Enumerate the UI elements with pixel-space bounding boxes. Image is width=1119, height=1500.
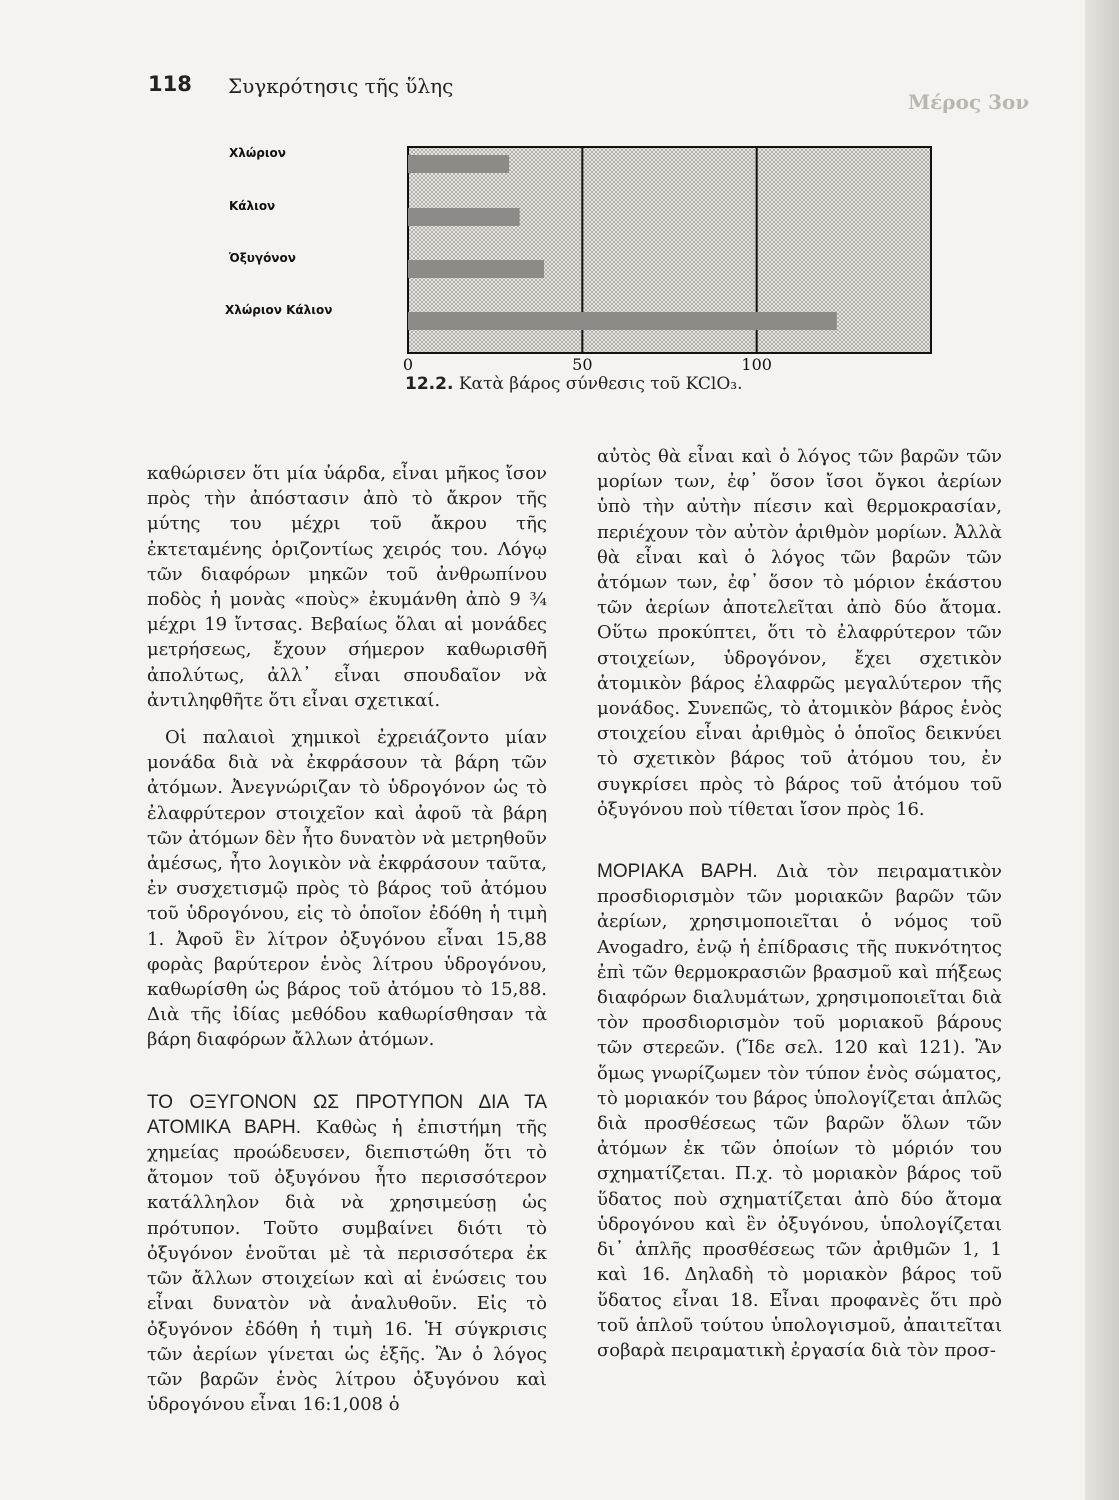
tick-label: 50 (572, 355, 593, 374)
tick-label: 100 (741, 355, 772, 374)
show-through-text: Μέρος 3ον (908, 90, 1030, 114)
section-text: Διὰ τὸν πειραματικὸν προσδιορισμὸν τῶν μοριακῶν βαρῶν τῶν ἀερίων, χρησιμοποιεῖται ὁ νόμος τοῦ Avogadro, ἐνῷ ἡ ἐπίδρασις τῆς πυκνότητος ἐπὶ τῶν θερμοκρασιῶν βρασμοῦ καὶ πήξεως διαφόρων διαλυμάτων, χρησιμοποιεῖται διὰ τὸν προσδιορισμὸν τοῦ μοριακοῦ βάρους τῶν στερεῶν. (Ἴδε σελ. 120 καὶ 121). Ἂν ὅμως γνωρίζωμεν τὸν τύπον ἑνὸς σώματος, τὸ μοριακόν του βάρος ὑπολογίζεται ἁπλῶς διὰ προσθέσεως τῶν βαρῶν ὅλων τῶν ἀτόμων ἐκ τῶν ὁποίων τὸ μόριόν του σχηματίζεται. Π.χ. τὸ μοριακὸν βάρος τοῦ ὕδατος ποὺ σχηματίζεται ἀπὸ δύο ἄτομα ὑδρογόνου καὶ ἓν ὀξυγόνου, ὑπολογίζεται δι᾿ ἁπλῆς προσθέσεως τῶν ἀριθμῶν 1, 1 καὶ 16. Δηλαδὴ τὸ μοριακὸν βάρος τοῦ ὕδατος εἶναι 18. Εἶναι προφανὲς ὅτι πρὸ τοῦ ἁπλοῦ τούτου ὑπολογισμοῦ, ἀπαιτεῖται σοβαρὰ πειραματικὴ ἐργασία διὰ τὸν προσ- (597, 861, 1002, 1361)
caption-number: 12.2. (405, 374, 454, 394)
category-label: Κάλιον (229, 199, 276, 213)
running-title: Συγκρότησις τῆς ὕλης (228, 74, 454, 98)
tick-label: 0 (402, 355, 414, 374)
bar (408, 155, 509, 173)
category-label: Ὀξυγόνον (229, 251, 296, 265)
left-column (147, 461, 547, 1417)
category-label: Χλώριον (229, 146, 286, 160)
section-oxygen (147, 1090, 547, 1418)
bar (408, 260, 544, 278)
page-number: 118 (148, 72, 192, 96)
bar (408, 208, 520, 226)
section-text: Καθὼς ἡ ἐπιστήμη τῆς χημείας προώδευσεν, διεπιστώθη ὅτι τὸ ἄτομον τοῦ ὀξυγόνου ἦτο περισσότερον κατάλληλον διὰ νὰ χρησιμεύσῃ ὡς πρότυπον. Τοῦτο συμβαίνει διότι τὸ ὀξυγόνον ἑνοῦται μὲ τὰ περισσότερα ἐκ τῶν ἄλλων στοιχείων καὶ αἱ ἑνώσεις του εἶναι δυνατὸν νὰ ἀναλυθοῦν. Εἰς τὸ ὀξυγόνον ἐδόθη ἡ τιμὴ 16. Ἡ σύγκρισις τῶν ἀερίων γίνεται ὡς ἑξῆς. Ἂν ὁ λόγος τῶν βαρῶν ἑνὸς λίτρου ὀξυγόνου καὶ ὑδρογόνου εἶναι 16:1,008 ὁ (147, 1116, 547, 1416)
category-label: Χλώριον Κάλιον (225, 303, 333, 317)
page-edge (1085, 0, 1119, 1500)
composition-chart (215, 135, 955, 415)
bar (408, 312, 837, 330)
paragraph: καθώρισεν ὅτι μία ὑάρδα, εἶναι μῆκος ἴσον πρὸς τὴν ἀπόστασιν ἀπὸ τὸ ἄκρον τῆς μύτης του μέχρι τοῦ ἄκρου τῆς ἐκτεταμένης ὁριζοντίως χειρός του. Λόγῳ τῶν διαφόρων μηκῶν τοῦ ἀνθρωπίνου ποδὸς ἡ μονὰς «ποὺς» ἐκυμάνθη ἀπὸ 9 ¾ μέχρι 19 ἴντσας. Βεβαίως ὅλαι αἱ μονάδες μετρήσεως, ἔχουν σήμερον καθωρισθῆ ἀπολύτως, ἀλλ᾿ εἶναι σπουδαῖον νὰ ἀντιληφθῆτε ὅτι εἶναι σχετικαί. (147, 463, 547, 711)
right-column (597, 444, 1002, 1363)
caption-text: Κατὰ βάρος σύνθεσις τοῦ KClO₃. (458, 374, 743, 394)
section-heading: ΤΟ ΟΞΥΓΟΝΟΝ ΩΣ ΠΡΟΤΥΠΟΝ ΔΙΑ ΤΑ ΑΤΟΜΙΚΑ ΒΑΡΗ. (147, 1091, 547, 1138)
paragraph: Οἱ παλαιοὶ χημικοὶ ἐχρειάζοντο μίαν μονάδα διὰ νὰ ἐκφράσουν τὰ βάρη τῶν ἀτόμων. Ἀνεγνώριζαν τὸ ὑδρογόνον ὡς τὸ ἐλαφρύτερον στοιχεῖον καὶ ἀφοῦ τὰ βάρη τῶν ἀτόμων δὲν ἦτο δυνατὸν νὰ μετρηθοῦν ἀμέσως, ἦτο λογικὸν νὰ ἐκφράσουν ταῦτα, ἐν συσχετισμῷ πρὸς τὸ βάρος τοῦ ἀτόμου τοῦ ὑδρογόνου, εἰς τὸ ὁποῖον ἐδόθη ἡ τιμὴ 1. Ἀφοῦ ἓν λίτρον ὀξυγόνου εἶναι 15,88 φορὰς βαρύτερον ἑνὸς λίτρου ὑδρογόνου, καθωρίσθη ὡς βάρος τοῦ ἀτόμου τὸ 15,88. Διὰ τῆς ἰδίας μεθόδου καθωρίσθησαν τὰ βάρη διαφόρων ἄλλων ἀτόμων. (147, 727, 547, 1051)
section-heading: ΜΟΡΙΑΚΑ ΒΑΡΗ. (597, 861, 758, 883)
page-header (148, 70, 1048, 114)
section-molar (597, 859, 1002, 1363)
paragraph: αὐτὸς θὰ εἶναι καὶ ὁ λόγος τῶν βαρῶν τῶν μορίων των, ἐφ᾿ ὅσον ἴσοι ὄγκοι ἀερίων ὑπὸ τὴν αὐτὴν πίεσιν καὶ θερμοκρασίαν, περιέχουν τὸν αὐτὸν ἀριθμὸν μορίων. Ἀλλὰ θὰ εἶναι καὶ ὁ λόγος τῶν βαρῶν τῶν ἀτόμων των, ἐφ᾿ ὅσον τὸ μόριον ἑκάστου τῶν ἀερίων ἀποτελεῖται ἀπὸ δύο ἄτομα. Οὕτω προκύπτει, ὅτι τὸ ἐλαφρύτερον τῶν στοιχείων, ὑδρογόνον, ἔχει σχετικὸν ἀτομικὸν βάρος ἐλαφρῶς μεγαλύτερον τῆς μονάδος. Συνεπῶς, τὸ ἀτομικὸν βάρος ἑνὸς στοιχείου εἶναι ἀριθμὸς ὁ ὁποῖος δεικνύει τὸ σχετικὸν βάρος τοῦ ἀτόμου του, ἐν συγκρίσει πρὸς τὸ βάρος τοῦ ἀτόμου τοῦ ὀξυγόνου ποὺ τίθεται ἴσον πρὸς 16. (597, 446, 1002, 820)
figure-caption (405, 374, 742, 394)
chart-svg (215, 135, 955, 385)
